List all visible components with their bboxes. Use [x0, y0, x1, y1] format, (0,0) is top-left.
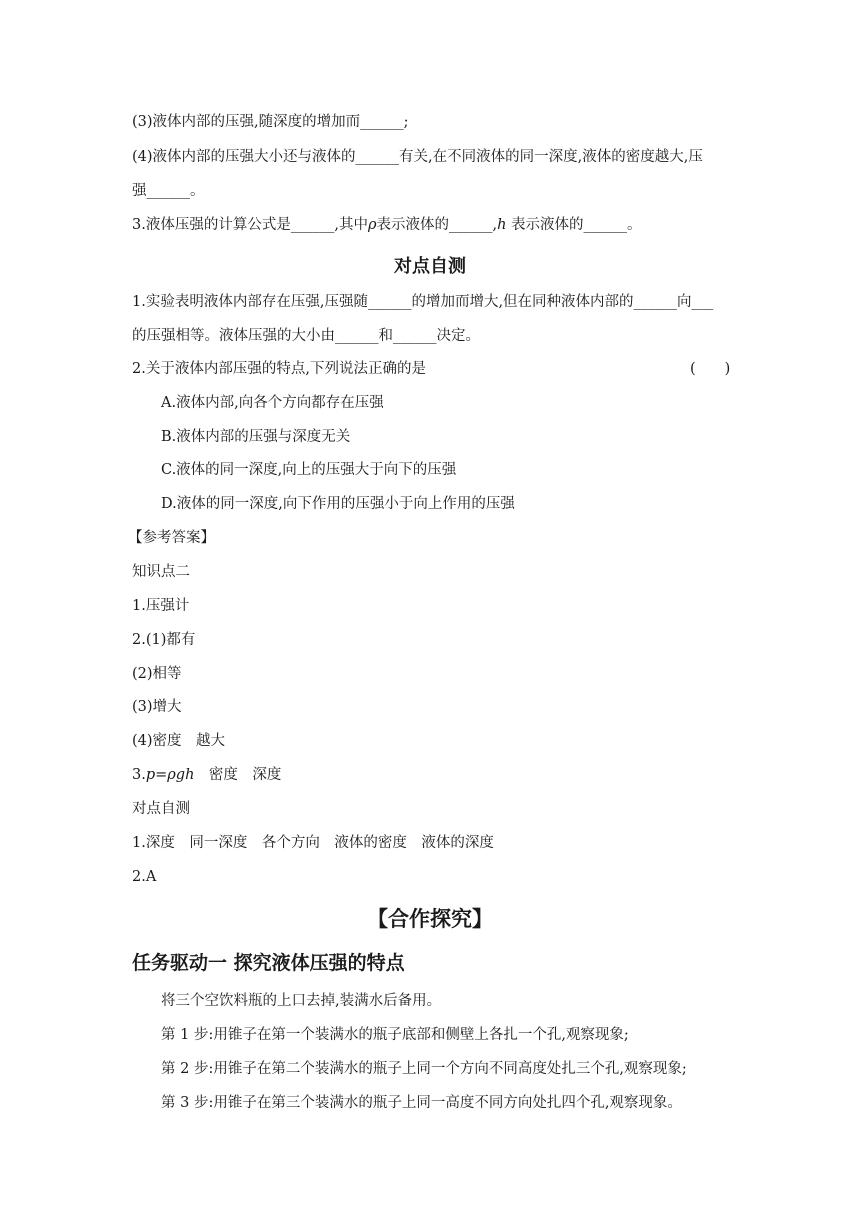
option-b: B.液体内部的压强与深度无关 — [161, 429, 351, 445]
text-segment: 3.液体压强的计算公式是______,其中 — [132, 217, 368, 233]
section-title-cooperation: 【合作探究】 — [367, 907, 493, 931]
answer-paren: ( ) — [690, 361, 731, 377]
option-a: A.液体内部,向各个方向都存在压强 — [161, 395, 384, 411]
answers-header: 【参考答案】 — [128, 530, 215, 546]
answer-line: 1.深度 同一深度 各个方向 液体的密度 液体的深度 — [132, 835, 494, 851]
answer-line: 1.压强计 — [132, 598, 190, 614]
text-line: 强______。 — [132, 183, 205, 199]
paragraph: 第 1 步:用锥子在第一个装满水的瓶子底部和侧壁上各扎一个孔,观察现象; — [161, 1027, 629, 1043]
answer-line: (4)密度 越大 — [132, 733, 226, 749]
text-segment: 表示液体的______, — [376, 217, 498, 233]
text-segment: 表示液体的______。 — [506, 217, 642, 233]
paragraph: 第 3 步:用锥子在第三个装满水的瓶子上同一高度不同方向处扎四个孔,观察现象。 — [161, 1095, 682, 1111]
text-segment: 3. — [132, 767, 146, 783]
text-line: (4)液体内部的压强大小还与液体的______有关,在不同液体的同一深度,液体的密度越大,压 — [132, 149, 703, 165]
answer-line: 2.A — [132, 869, 157, 885]
h-symbol: h — [497, 217, 507, 233]
paragraph: 第 2 步:用锥子在第二个装满水的瓶子上同一个方向不同高度处扎三个孔,观察现象; — [161, 1061, 687, 1077]
answer-line: 知识点二 — [132, 564, 190, 580]
text-line — [132, 215, 642, 235]
formula: p=ρgh — [145, 767, 195, 783]
answer-line — [132, 765, 281, 785]
rho-symbol: ρ — [367, 217, 377, 233]
section-title-self-test: 对点自测 — [394, 256, 466, 277]
option-c: C.液体的同一深度,向上的压强大于向下的压强 — [161, 462, 457, 478]
question-2-stem: 2.关于液体内部压强的特点,下列说法正确的是 — [132, 361, 426, 377]
task-title: 任务驱动一 探究液体压强的特点 — [132, 952, 405, 974]
answer-line: 对点自测 — [132, 801, 190, 817]
question-1-line-1: 1.实验表明液体内部存在压强,压强随______的增加而增大,但在同种液体内部的______向___ — [132, 294, 714, 310]
answer-line: (3)增大 — [132, 699, 182, 715]
answer-line: (2)相等 — [132, 666, 182, 682]
paragraph: 将三个空饮料瓶的上口去掉,装满水后备用。 — [161, 993, 442, 1009]
text-line: (3)液体内部的压强,随深度的增加而______; — [132, 114, 409, 130]
option-d: D.液体的同一深度,向下作用的压强小于向上作用的压强 — [161, 496, 515, 512]
text-segment: 密度 深度 — [194, 767, 282, 783]
answer-line: 2.(1)都有 — [132, 632, 196, 648]
question-1-line-2: 的压强相等。液体压强的大小由______和______决定。 — [132, 328, 480, 344]
